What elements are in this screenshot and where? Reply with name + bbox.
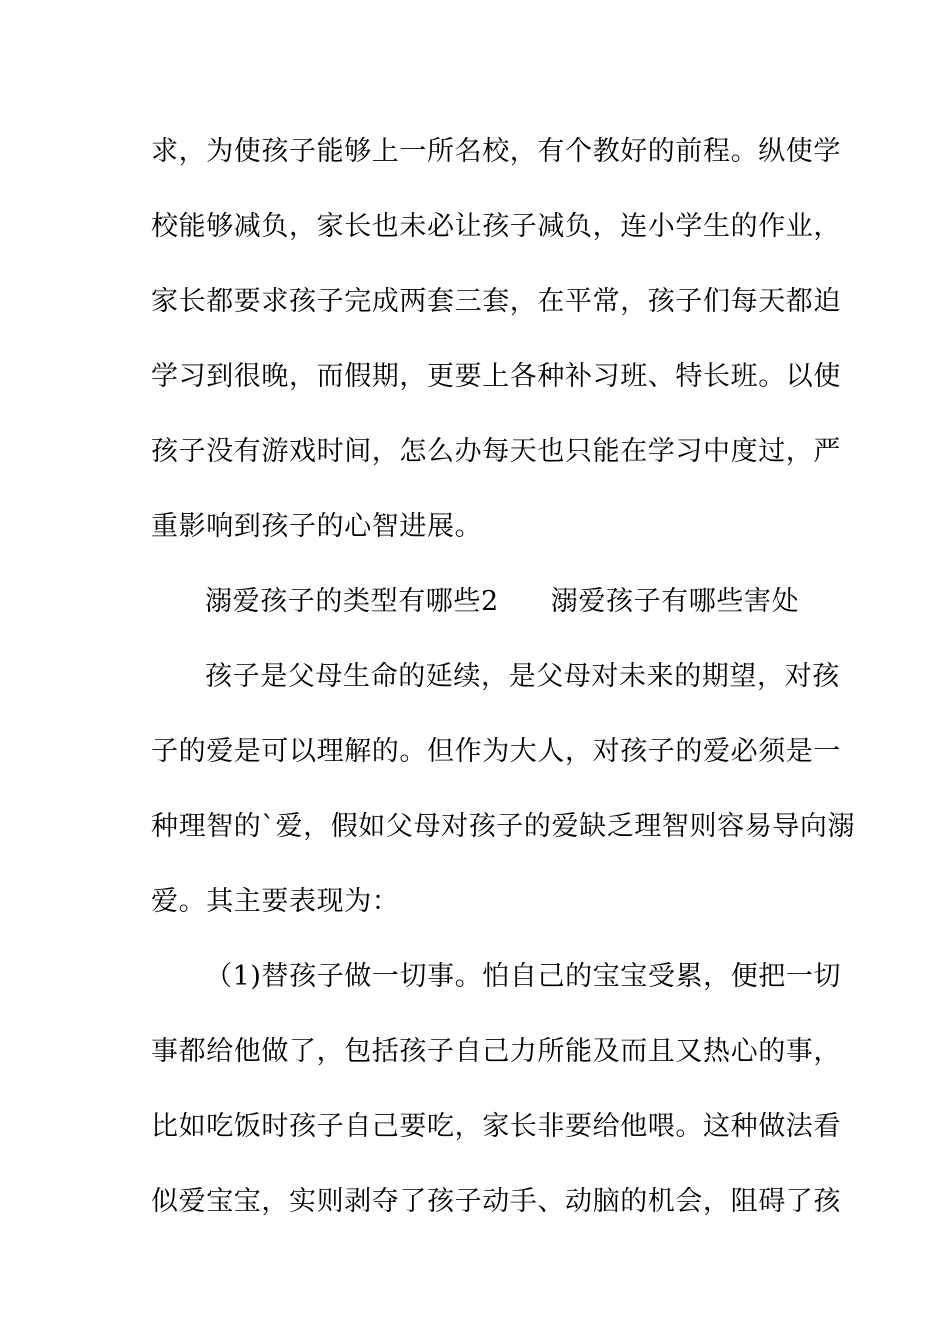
text-line: 校能够减负，家长也未必让孩子减负，连小学生的作业， [151,211,841,242]
text-line: 似爱宝宝，实则剥夺了孩子动手、动脑的机会，阻碍了孩 [151,1186,841,1217]
text-line: 重影响到孩子的心智进展。 [151,511,483,542]
text-line: 学习到很晚，而假期，更要上各种补习班、特长班。以使 [151,361,841,392]
text-line: 求，为使孩子能够上一所名校，有个教好的前程。纵使学 [151,136,841,167]
section-heading [151,578,801,653]
text-line: 事都给他做了，包括孩子自己力所能及而且又热心的事， [151,1036,841,1067]
text-line: 孩子是父母生命的延续，是父母对未来的期望，对孩 [205,661,840,692]
text-line: 孩子没有游戏时间，怎么办每天也只能在学习中度过，严 [151,436,841,467]
text-line: 比如吃饭时孩子自己要吃，家长非要给他喂。这种做法看 [151,1111,841,1142]
text-line: 子的爱是可以理解的。但作为大人，对孩子的爱必须是一 [151,736,841,767]
text-line: （1)替孩子做一切事。怕自己的宝宝受累，便把一切 [205,961,842,992]
text-line: 种理智的`爱，假如父母对孩子的爱缺乏理智则容易导向溺 [151,811,856,842]
text-line: 家长都要求孩子完成两套三套，在平常，孩子们每天都迫 [151,286,841,317]
heading-left: 溺爱孩子的类型有哪些2 [205,586,499,617]
heading-right: 溺爱孩子有哪些害处 [550,586,800,617]
text-line: 爱。其主要表现为： [151,886,400,917]
document-body [151,128,856,1253]
